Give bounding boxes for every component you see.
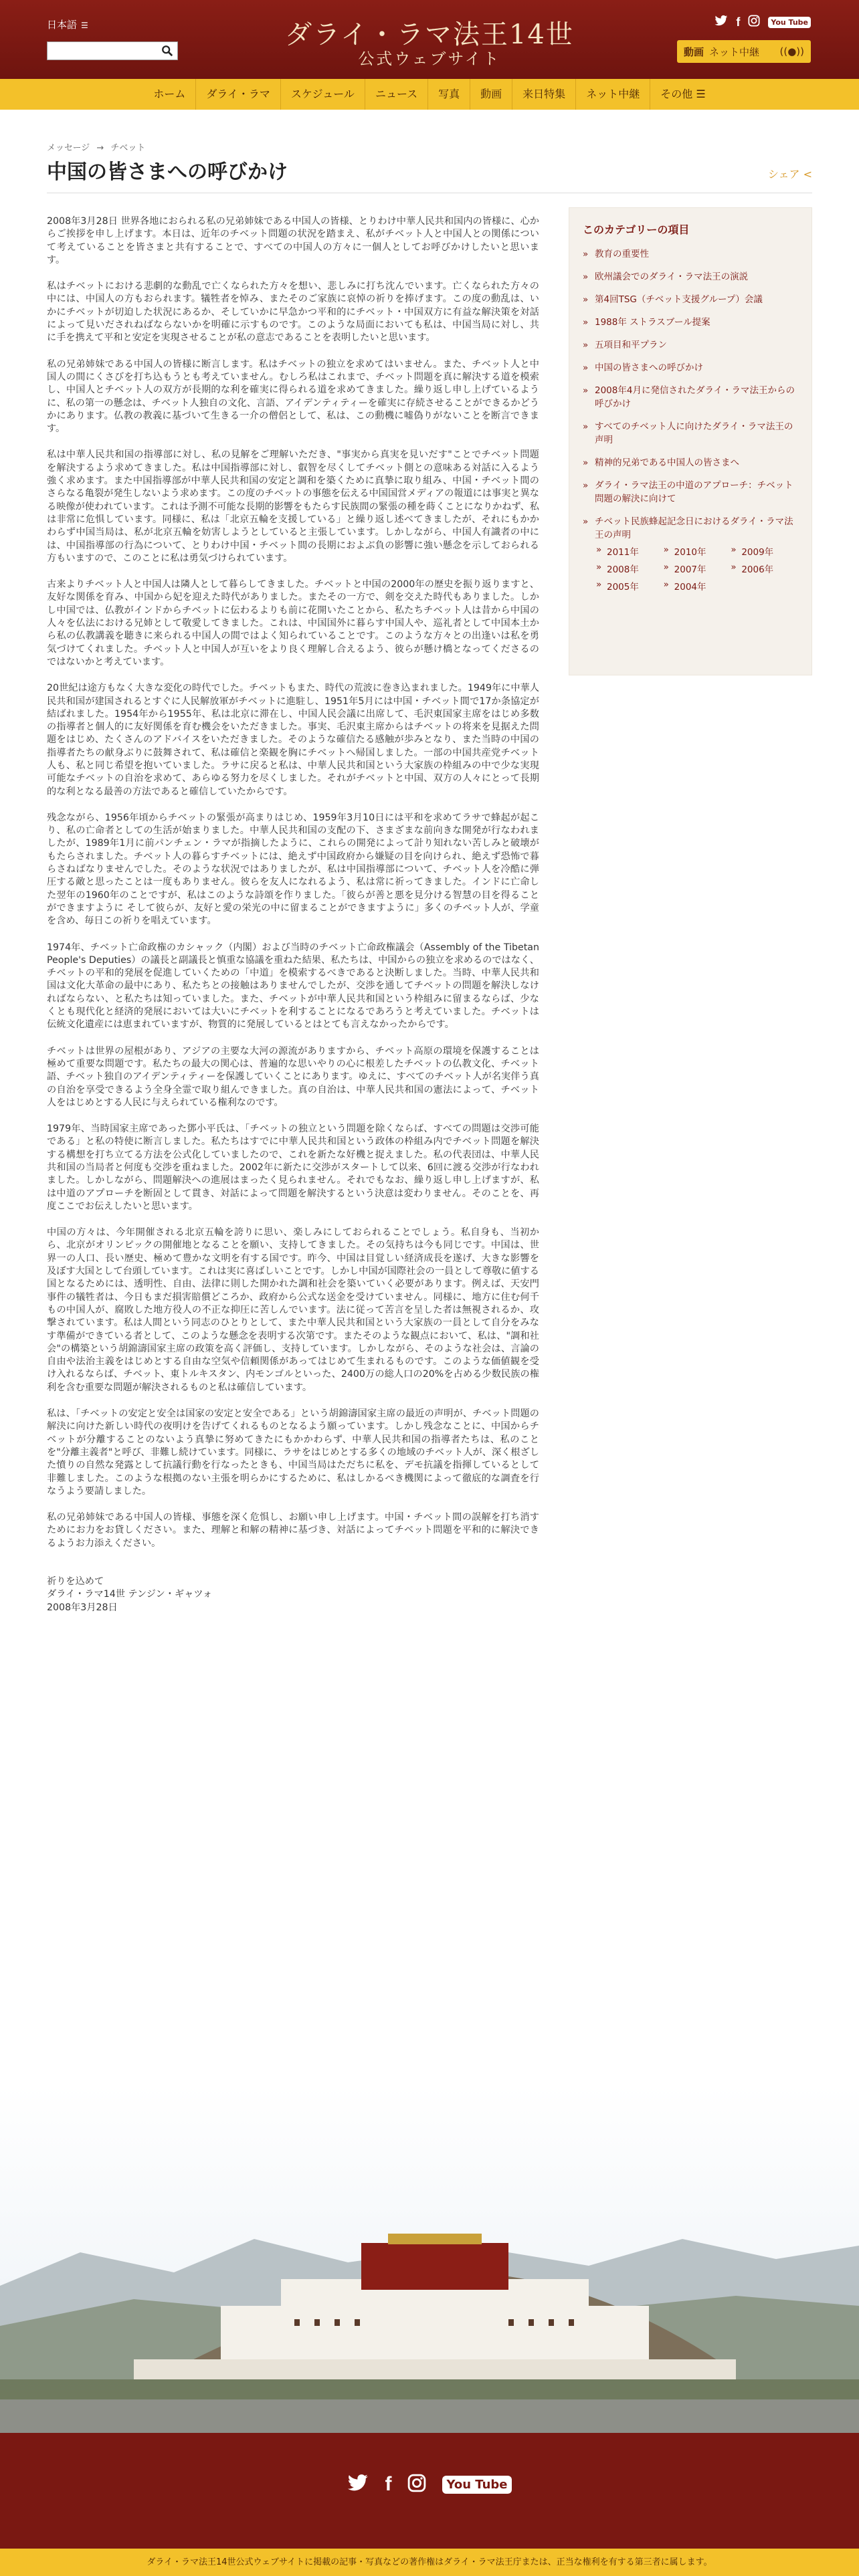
breadcrumb-arrow-icon: → xyxy=(96,143,104,153)
year-link[interactable]: » 2008年 xyxy=(596,562,664,575)
potala-palace-illustration xyxy=(0,2085,859,2433)
site-header xyxy=(0,0,859,79)
site-subtitle: 公式ウェブサイト xyxy=(358,49,501,68)
article-paragraph: 私の兄弟姉妹である中国人の皆様、事態を深く危惧し、お願い申し上げます。中国・チベット間の誤解を打ち消すためにお力をお貸しください。また、理解と和解の精神に基づき、対話によってチベット問題を平和的に解決できるようお力添えください。 xyxy=(47,1512,539,1549)
broadcast-icon: ((●)) xyxy=(779,45,804,58)
article-paragraph: 2008年3月28日 世界各地におられる私の兄弟姉妹である中国人の皆様、とりわけ中華人民共和国内の皆様に、心からご挨拶を申し上げます。本日は、近年のチベット問題の状況を踏まえ、私がチベット人と中国人との関係について考えていることを皆さまと共有することで、すべての中国人の方々に一個人としてお呼びかけしたいと思います。 xyxy=(47,216,539,265)
article-paragraph: 1974年、チベット亡命政権のカシャック（内閣）および当時のチベット亡命政権議会（Assembly of the Tibetan People's Deputies）の議長と副議長と慎重な協議を重ねた結果、私たちは、中国からの独立を求めるのではなく、チベットの平和的発展を促進していくための「中道」を模索するべきであると決断しました。当時、中華人民共和国は文化大革命の最中にあり、私たちとの接触はありませんでしたが、交渉を通してチベットの問題を解決しなければならない、と私たちは知っていました。また、チベットが中華人民共和国という枠組みに留まるならば、少なくとも現代化と経済的発展においては大いにチベットを利することになるであろうと考えていました。チベットは伝統文化遺産には恵まれていますが、物質的に発展しているとはとても言えなかったからです。 xyxy=(47,942,539,1031)
share-icon: < xyxy=(803,168,812,181)
copyright-text: ダライ・ラマ法王14世公式ウェブサイトに掲載の記事・写真などの著作権はダライ・ラマ法王庁または、正当な権利を有する第三者に属します。 xyxy=(147,2557,712,2567)
site-title[interactable]: ダライ・ラマ法王14世 xyxy=(285,19,574,50)
article-paragraph: 古来よりチベット人と中国人は隣人として暮らしてきました。チベットと中国の2000年の歴史を振り返りますと、友好な関係を育み、中国から妃を迎えた時代がありました。またその一方で、剣を交えた時代もありました。しかし中国では、仏教がインドからチベットに伝わるよりも前に花開いたことから、私たちチベット人は昔から中国の人々を仏法における兄姉として敬愛してきました。これは、中国国外に暮らす中国人や、巡礼者として中国本土から私の仏教講義を聴きに来られる中国人の間ではよく知られていることです。このような方々との出逢いは私を勇気づけてくれました。チベット人と中国人が互いをより良く理解し合えるよう、彼らが懸け橋となってくださるのではないかと考えています。 xyxy=(47,579,539,667)
year-links xyxy=(583,544,798,593)
header-social xyxy=(714,15,811,29)
breadcrumb-messages[interactable]: メッセージ xyxy=(47,143,90,153)
nav-item-news[interactable]: ニュース xyxy=(365,79,428,110)
year-link[interactable]: » 2005年 xyxy=(596,579,664,593)
live-label: 動画 xyxy=(684,45,704,58)
year-link[interactable]: » 2007年 xyxy=(664,562,731,575)
menu-icon: ☰ xyxy=(81,21,88,30)
article-date: 2008年3月28日 xyxy=(47,1602,118,1613)
signature: ダライ・ラマ14世 テンジン・ギャツォ xyxy=(47,1589,213,1600)
language-label: 日本語 xyxy=(47,19,78,31)
category-sidebar xyxy=(569,207,812,675)
sidebar-item[interactable]: » 教育の重要性 xyxy=(583,247,798,261)
menu-icon: ☰ xyxy=(696,88,706,100)
twitter-icon[interactable] xyxy=(347,2474,369,2495)
article-paragraph: 1979年、当時国家主席であった鄧小平氏は、「チベットの独立という問題を除くならば、すべての問題は交渉可能である」と私の特使に断言しました。私たちはすでに中華人民共和国という政体の枠組み内でチベット問題を解決する構想を打ち立てる方法を公式化していましたので、これを新たな好機と捉えました。私の代表団は、中華人民共和国の当局者と何度も交渉を重ねました。2002年に新たに交渉がスタートして以来、6回に渡る交渉が行なわれました。しかしながら、問題解決への進展はまったく見られません。それでもなお、繰り返し申し上げますが、私は中道のアプローチを断固として貫き、対話によって問題を解決するという決意は変わりません。そのことを、再度ここでお伝えしたいと思います。 xyxy=(47,1123,539,1212)
twitter-icon[interactable] xyxy=(714,15,728,29)
article-paragraph: チベットは世界の屋根があり、アジアの主要な大河の源流がありますから、チベット高原の環境を保護することは極めて重要な問題です。私たちの最大の関心は、普遍的な思いやりの心に根差したチベットの仏教文化、チベット語、チベット独自のアイデンティティーを保護していくことにあります。ゆえに、すべてのチベット人が名実伴う真の自治を享受できるよう全身全霊で取り組んできました。真の自治は、中華人民共和国の憲法によって、チベット人をはじめとする人民に与えられている権利なのです。 xyxy=(47,1045,539,1108)
article-paragraph: 私は、「チベットの安定と安全は国家の安定と安全である」という胡錦濤国家主席の最近の声明が、チベット問題の解決に向けた新しい時代の夜明けを告げてくれるものとなるよう願っています。しかし残念なことに、中国からチベットが分離することのないよう真摯に努めてきたにもかかわらず、中華人民共和国の指導者たちは、私のことを"分離主義者"と呼び、非難し続けています。同様に、ラサをはじめとする多くの地域のチベット人が、深く根ざした憤りの自然な発露として抗議行動を行なったときも、中国当局はただちに私を、デモ抗議を指揮しているとして非難しました。このような根拠のない主張を明らかにするために、私はしかるべき機関によって徹底的な調査を行なうよう要請しました。 xyxy=(47,1408,539,1497)
page-title: 中国の皆さまへの呼びかけ xyxy=(47,160,288,184)
nav-item-live[interactable]: ネット中継 xyxy=(576,79,650,110)
year-link[interactable]: » 2004年 xyxy=(664,579,731,593)
nav-item-home[interactable]: ホーム xyxy=(143,79,196,110)
nav-item-photos[interactable]: 写真 xyxy=(428,79,470,110)
share-label: シェア xyxy=(767,168,800,181)
sidebar-item[interactable]: » 第4回TSG（チベット支援グループ）会議 xyxy=(583,293,798,306)
sidebar-item[interactable]: » チベット民族蜂起記念日におけるダライ・ラマ法王の声明 xyxy=(583,515,798,542)
site-footer xyxy=(0,2433,859,2549)
footer-social xyxy=(0,2473,859,2496)
article-paragraph: 私はチベットにおける悲劇的な動乱で亡くなられた方々を想い、悲しみに打ち沈んでいます。亡くなられた方々の中には、中国人の方もおられます。犠牲者を悼み、またそのご家族に哀悼の祈りを捧げます。この度の動乱は、いかにチベットが切迫した状況にあるか、そしていかに早急かつ平和的にチベット・中国双方に有益な解決策を対話によって見いだされねばならないかを明確に示すものです。このような局面においても私は、中国当局に対し、共に手を携えて平和と安定を実現させることが私の意志であることを表明したいと思います。 xyxy=(47,281,539,344)
article-paragraph: 中国の方々は、今年開催される北京五輪を誇りに思い、楽しみにしておられることでしょう。私自身も、当初から、北京がオリンピックの開催地となることを願い、支持してきました。その気持ちは今も同じです。中国は、世界一の人口、長い歴史、極めて豊かな文明を有する国です。昨今、中国は目覚しい経済成長を遂げ、大きな影響を及ぼす大国として台頭しています。これは実に喜ばしいことです。しかし中国が国際社会の一員として尊敬に値する国となるためには、透明性、自由、法律に則した開かれた調和社会を築いていく必要があります。例えば、天安門事件の犠牲者は、今日もまだ損害賠償どころか、政府から公式な送金を受けていません。同様に、地方に住む何千もの中国人が、腐敗した地方役人の不正な抑圧に苦しんでいます。法に従って苦言を呈した者は無視されるか、攻撃されています。私は人間という同志のひとりとして、また中華人民共和国という大家族の一員として自分をみなす準備ができている者として、このような懸念を表明する次第です。またそのような観点において、私は、"調和社会"の構築という胡錦濤国家主席の政策を高く評価し、支持しています。しかしながら、そのような社会は、言論の自由や法治主義をはじめとする自由な空気や信頼関係があってはじめて生まれるものです。このような価値観を受け入れるならば、チベット、東トルキスタン、内モンゴルといった、2400万の総人口の20%を占める少数民族の権利を含む重要な問題が解決されるものと私は確信しています。 xyxy=(47,1227,539,1393)
article-paragraph: 私の兄弟姉妹である中国人の皆様に断言します。私はチベットの独立を求めてはいません。また、チベット人と中国人の間にくさびを打ち込もうとも考えていません。むしろ私はこれまで、チベット問題を真に解決する道を模索し、中国人とチベット人の双方が長期的な利を確実に得られる道を求めてきました。繰り返し申し上げているように、私の第一の懸念は、チベット人独自の文化、言語、アイデンティティーを確実に存続させることができるかどうかにあります。仏教の教義に基づいて生きる一介の僧侶として、私は、この動機に嘘偽りがないことを断言できます。 xyxy=(47,358,539,435)
article-paragraph: 残念ながら、1956年頃からチベットの緊張が高まりはじめ、1959年3月10日には平和を求めてラサで蜂起が起こり、私の亡命者としての生活が始まりました。中華人民共和国の支配の下、さまざまな前向きな開発が行なわれましたが、1989年1月に前パンチェン・ラマが指摘したように、これらの開発によって計り知れない苦しみと破壊がもたらされました。チベット人の暮らすチベットには、絶えず中国政府から嫌疑の目を向けられ、絶えず恐怖で暮らさねばなりませんでした。そのような状況ではありましたが、私は中国指導部について、チベット人を冷酷に弾圧する敵と思ったことは一度もありません。彼らを友人になれるよう、私は常に祈ってきました。インドに亡命した翌年の1960年のことですが、私はこのような詩頌を作りました。「彼らが善と悪を見分ける智慧の目を得ることができますように そして彼らが、友好と愛の栄光の中に留まることができますように」多くのチベット人が、学童を含め、毎日この祈りを唱えています。 xyxy=(47,812,539,927)
sidebar-item[interactable]: » すべてのチベット人に向けたダライ・ラマ法王の声明 xyxy=(583,420,798,447)
nav-item-other-label: その他 xyxy=(660,88,693,100)
live-sub-label: ネット中継 xyxy=(709,45,760,58)
nav-item-japan-visit[interactable]: 来日特集 xyxy=(512,79,576,110)
sidebar-item[interactable]: » 2008年4月に発信されたダライ・ラマ法王からの呼びかけ xyxy=(583,384,798,411)
main-nav xyxy=(0,79,859,110)
copyright-bar xyxy=(0,2549,859,2576)
live-stream-button[interactable] xyxy=(677,40,811,63)
youtube-icon[interactable]: You Tube xyxy=(442,2476,511,2494)
potala-palace-image xyxy=(0,2085,859,2433)
facebook-icon[interactable]: f xyxy=(736,15,741,29)
nav-item-videos[interactable]: 動画 xyxy=(470,79,512,110)
facebook-icon[interactable]: f xyxy=(385,2473,392,2495)
sidebar-item[interactable]: » 1988年 ストラスブール提案 xyxy=(583,316,798,329)
year-link[interactable]: » 2009年 xyxy=(731,544,798,558)
instagram-icon[interactable] xyxy=(748,15,760,29)
sidebar-item[interactable]: » 欧州議会でのダライ・ラマ法王の演説 xyxy=(583,270,798,284)
article-body xyxy=(47,215,539,1614)
breadcrumb-tibet[interactable]: チベット xyxy=(110,143,146,153)
year-link[interactable]: » 2006年 xyxy=(731,562,798,575)
nav-item-other[interactable] xyxy=(650,79,715,110)
article-paragraph: 私は中華人民共和国の指導部に対し、私の見解をご理解いただき、"事実から真実を見いだす"ことでチベット問題を解決するよう求めてきました。私は中国指導部に対し、叡智を尽くしてチベット側との意味ある対話に入るよう強く求めます。また中国指導部が中華人民共和国の安定と調和を築くために真摯に取り組み、中国・チベット間のさらなる亀裂が発生しないよう求めます。この度のチベットの事態を伝える中国国営メディアの報道には事実と異なる映像が使われています。これは予測不可能な長期的影響をもたらす民族間の緊張の種を蒔くことになりかねず、私は非常に危惧しています。同様に、私は「北京五輪を支援している」と繰り返し述べてきましたが、それにもかかわらず中国当局は、私が北京五輪を妨害しようとしていると主張しています。しかしながら、中国人有識者の中には、中国指導部の行為について、とりわけ中国・チベット間の長期におよぶ負の影響に強い懸念を示しておられる方もいますので、このことに私は勇気づけられています。 xyxy=(47,449,539,564)
youtube-icon[interactable]: You Tube xyxy=(768,17,811,28)
nav-item-schedule[interactable]: スケジュール xyxy=(281,79,365,110)
instagram-icon[interactable] xyxy=(407,2474,426,2495)
sidebar-item[interactable]: » 五項目和平プラン xyxy=(583,338,798,352)
year-link[interactable]: » 2011年 xyxy=(596,544,664,558)
closing: 祈りを込めて xyxy=(47,1576,104,1588)
sidebar-item[interactable]: » 中国の皆さまへの呼びかけ xyxy=(583,361,798,374)
sidebar-item[interactable]: » ダライ・ラマ法王の中道のアプローチ：チベット問題の解決に向けて xyxy=(583,479,798,506)
year-link[interactable]: » 2010年 xyxy=(664,544,731,558)
nav-item-dalai-lama[interactable]: ダライ・ラマ xyxy=(196,79,281,110)
sidebar-heading: このカテゴリーの項目 xyxy=(583,223,690,236)
share-button[interactable] xyxy=(768,166,812,181)
breadcrumb xyxy=(47,140,145,153)
sidebar-item[interactable]: » 精神的兄弟である中国人の皆さまへ xyxy=(583,456,798,469)
article-paragraph: 20世紀は途方もなく大きな変化の時代でした。チベットもまた、時代の荒波に巻き込まれました。1949年に中華人民共和国が建国されるとすぐに人民解放軍がチベットに進駐し、1951年5月には中国・チベット間で17か条協定が結ばれました。1954年から1955年、私は北京に滞在し、中国人民会議に出席して、毛沢東国家主席をはじめ多数の指導者と個人的に友好関係を育む機会をいただきました。事実、毛沢東主席からはチベットの将来を見据えた問題をはじめ、たくさんのアドバイスをいただきました。そのような確信たる感触が歩みとなり、また当時の中国の指導者たちの献身ぶりに鼓舞されて、私は確信と楽観を胸にチベットへ帰国しました。一部の中国共産党チベット人も、私と同じ希望を抱いていました。ラサに戻ると私は、中華人民共和国という大家族の枠組みの中で少な実現可能なチベットの自治を求めて、あらゆる努力を尽くしました。それがチベットと中国、双方の人々にとって長期的な利となる最善の方法であると確信していたからです。 xyxy=(47,683,539,797)
